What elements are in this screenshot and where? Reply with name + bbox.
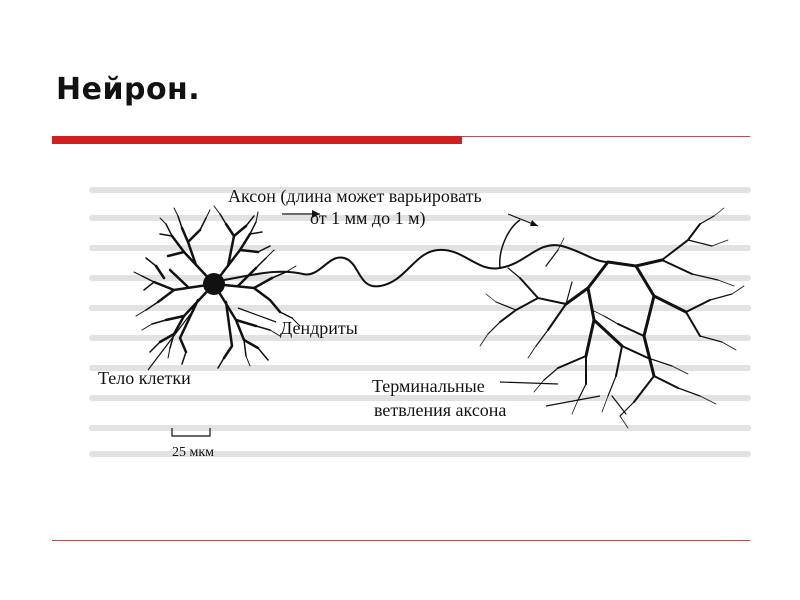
dendrites-label: Дендриты [280,318,358,338]
axon-extension [500,220,520,268]
terminal-label-line2: ветвления аксона [374,400,507,420]
bottom-rule [52,540,750,541]
axon-label-line1: Аксон (длина может варьировать [228,186,482,206]
cell-body-dendrites [134,206,300,368]
axon-label-line2: от 1 мм до 1 м) [310,208,426,228]
neuron-diagram [88,170,756,470]
slide-title: Нейрон. [56,72,201,107]
neuron-figure [88,170,756,470]
cell-body-label: Тело клетки [98,368,191,388]
terminal-label-line1: Терминальные [372,376,485,396]
scale-label: 25 мкм [172,445,215,460]
top-accent-bar [52,136,462,144]
